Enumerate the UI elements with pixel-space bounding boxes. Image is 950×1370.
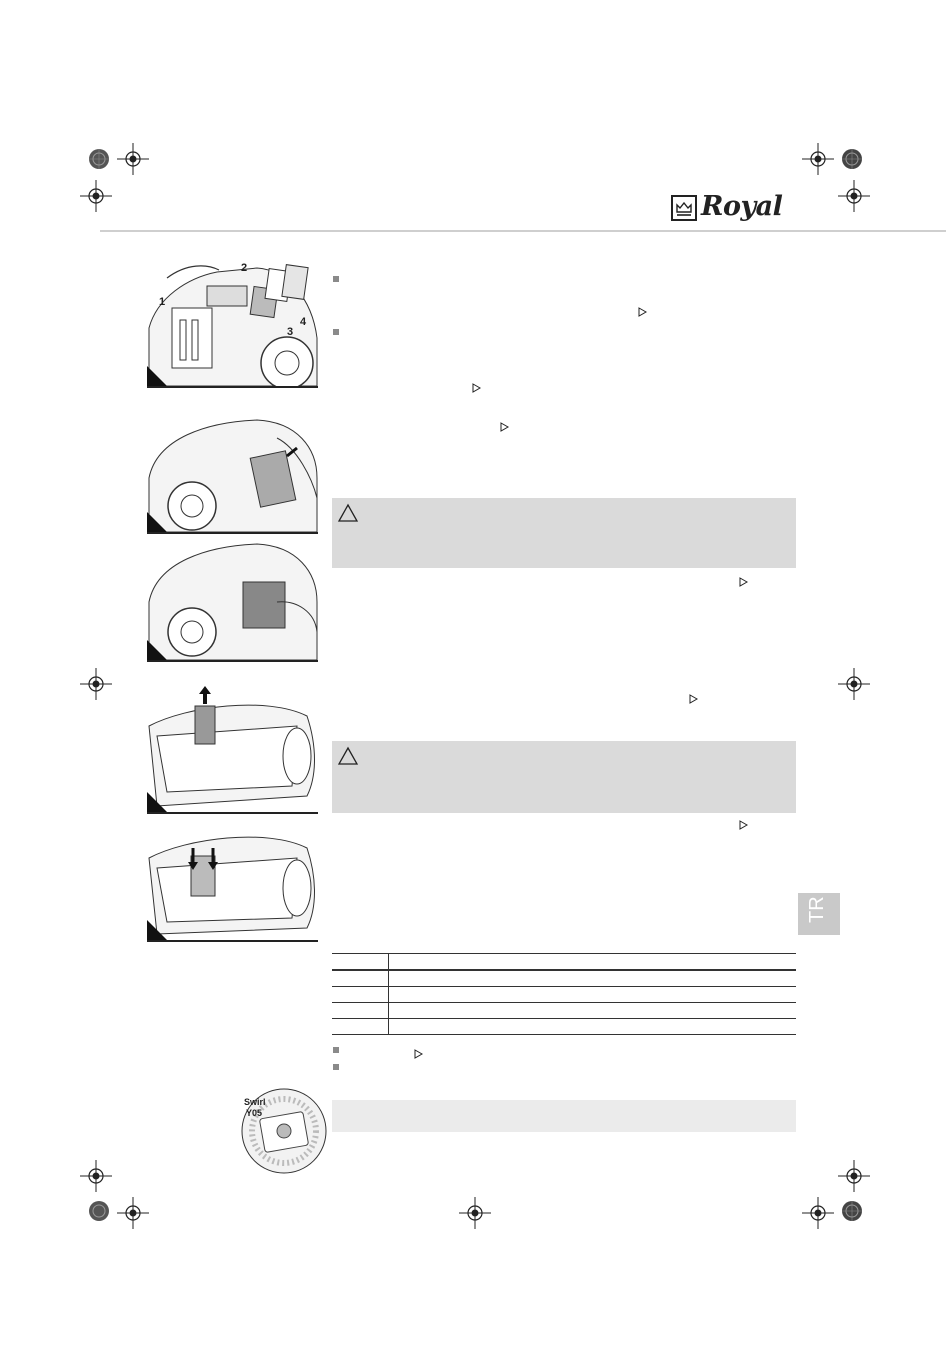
language-tab-label: TR (806, 896, 828, 923)
arrow-right-icon (638, 304, 647, 314)
table-cell (332, 1019, 389, 1035)
table-cell (389, 1003, 797, 1019)
registration-mark-icon (838, 180, 870, 212)
crown-icon (671, 195, 697, 221)
spec-table (332, 953, 796, 1035)
registration-mark-icon (80, 180, 112, 212)
illustration-baseline (147, 532, 318, 534)
bullet-square-icon (333, 1064, 339, 1070)
registration-mark-icon (117, 143, 149, 175)
bullet-square-icon (333, 329, 339, 335)
brand-logo (671, 191, 801, 223)
illustration-exhaust-filter-insert (147, 542, 318, 660)
illustration-motor-filter-remove (147, 686, 318, 812)
table-cell (332, 987, 389, 1003)
figure-label: 3 (287, 326, 294, 338)
table-cell (389, 1019, 797, 1035)
arrow-right-icon (472, 380, 481, 390)
table-cell (332, 954, 389, 971)
table-cell (332, 970, 389, 987)
arrow-right-icon (689, 691, 698, 701)
table-cell (389, 987, 797, 1003)
registration-mark-icon (802, 143, 834, 175)
registration-mark-icon (802, 1197, 834, 1229)
registration-mark-icon (80, 1160, 112, 1192)
illustration-motor-filter-insert (147, 818, 318, 940)
swirl-model-label: Y05 (246, 1108, 263, 1118)
header-rule (100, 230, 946, 232)
arrow-right-icon (739, 817, 748, 827)
language-tab (798, 893, 840, 935)
illustration-baseline (147, 386, 318, 388)
figure-label: 4 (300, 316, 307, 328)
print-density-dot-icon (88, 1200, 110, 1222)
warning-triangle-icon (337, 503, 359, 523)
swirl-bag-icon (238, 1085, 330, 1177)
table-row (332, 1019, 796, 1035)
registration-mark-icon (117, 1197, 149, 1229)
illustration-baseline (147, 660, 318, 662)
illustration-exhaust-filter-remove (147, 418, 318, 532)
table-row (332, 1003, 796, 1019)
arrow-right-icon (414, 1046, 423, 1056)
illustration-baseline (147, 940, 318, 942)
print-density-dot-icon (841, 148, 863, 170)
swirl-brand-label: Swirl (244, 1097, 266, 1107)
top-crop-line (96, 226, 98, 232)
illustration-filter-parts (147, 258, 318, 386)
table-row (332, 970, 796, 987)
note-box (332, 1100, 796, 1132)
figure-label: 2 (241, 262, 248, 274)
arrow-right-icon (739, 574, 748, 584)
print-density-dot-icon (88, 148, 110, 170)
table-cell (389, 954, 797, 971)
warning-box (332, 741, 796, 813)
warning-triangle-icon (337, 746, 359, 766)
warning-box (332, 498, 796, 568)
registration-mark-icon (838, 1160, 870, 1192)
bullet-square-icon (333, 1047, 339, 1053)
brand-name: Royal (701, 191, 783, 222)
table-cell (332, 1003, 389, 1019)
table-header-row (332, 954, 796, 971)
arrow-right-icon (500, 419, 509, 429)
registration-mark-icon (80, 668, 112, 700)
bullet-square-icon (333, 276, 339, 282)
registration-mark-icon (838, 668, 870, 700)
registration-mark-icon (459, 1197, 491, 1229)
print-density-dot-icon (841, 1200, 863, 1222)
table-row (332, 987, 796, 1003)
table-cell (389, 970, 797, 987)
figure-label: 1 (159, 296, 166, 308)
illustration-baseline (147, 812, 318, 814)
